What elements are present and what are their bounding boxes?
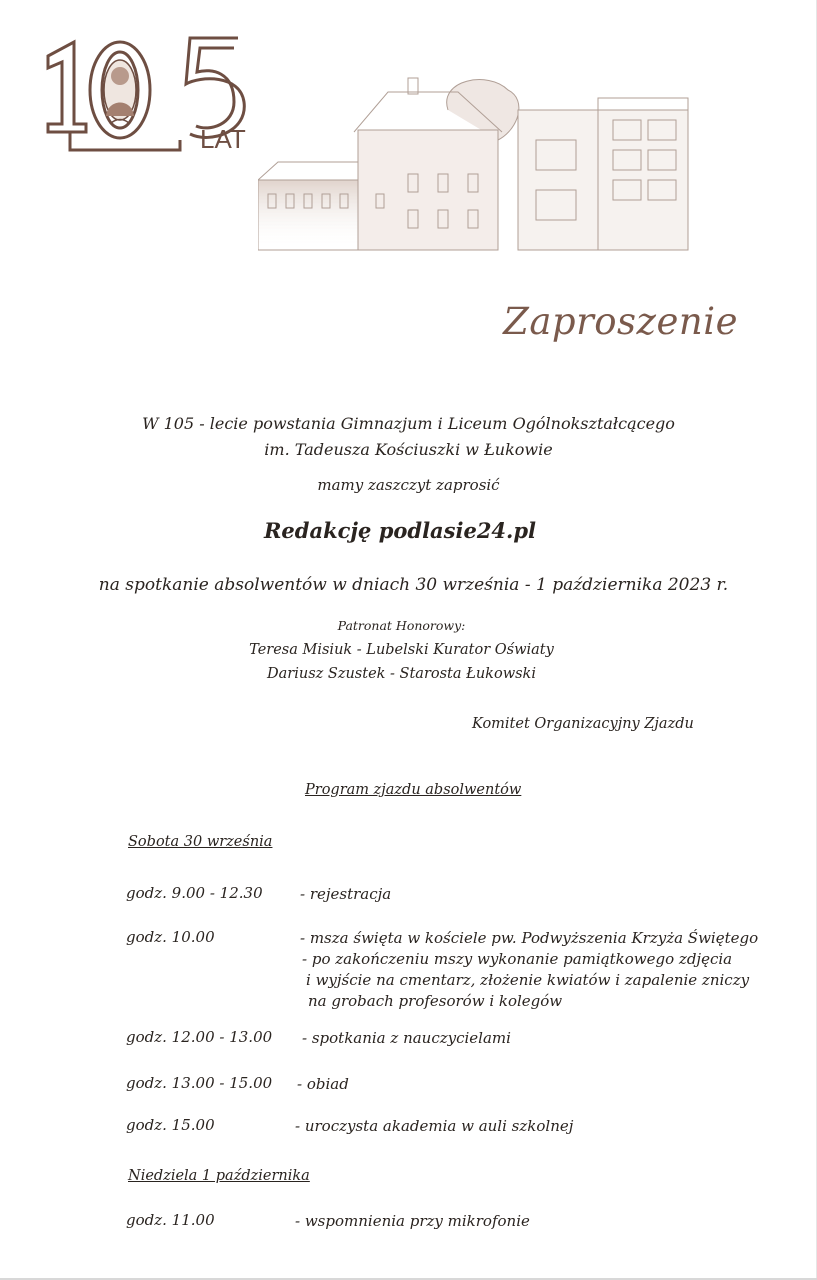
intro-line-2: im. Tadeusza Kościuszki w Łukowie: [264, 440, 553, 459]
portrait-icon: [104, 60, 136, 124]
anniversary-logo: [40, 28, 260, 158]
schedule-time: godz. 13.00 - 15.00: [126, 1074, 273, 1092]
schedule-time: godz. 15.00: [126, 1116, 215, 1134]
logo-lat: LAT: [200, 124, 246, 154]
schedule-desc: - obiad: [297, 1075, 349, 1093]
event-dates: na spotkanie absolwentów w dniach 30 września - 1 października 2023 r.: [98, 575, 729, 595]
schedule-desc: i wyjście na cmentarz, złożenie kwiatów i zapalenie zniczy: [306, 971, 750, 989]
schedule-desc: - po zakończeniu mszy wykonanie pamiątkowego zdjęcia: [302, 950, 733, 968]
schedule-time: godz. 10.00: [126, 928, 215, 946]
schedule-time: godz. 9.00 - 12.30: [126, 884, 263, 902]
schedule-time: godz. 11.00: [126, 1211, 215, 1229]
school-building-illustration: [258, 70, 698, 260]
page-title: Zaproszenie: [503, 300, 738, 343]
schedule-desc: - spotkania z nauczycielami: [302, 1029, 511, 1047]
schedule-desc: - msza święta w kościele pw. Podwyższenia Krzyża Świętego: [300, 929, 759, 947]
patron-name: Dariusz Szustek - Starosta Łukowski: [267, 666, 536, 682]
schedule-desc: - wspomnienia przy mikrofonie: [295, 1212, 530, 1230]
guest-name: Redakcję podlasie24.pl: [263, 518, 537, 543]
schedule-desc: - rejestracja: [300, 885, 392, 903]
patronage-label: Patronat Honorowy:: [337, 618, 466, 633]
schedule-time: godz. 12.00 - 13.00: [126, 1028, 273, 1046]
schedule-desc: - uroczysta akademia w auli szkolnej: [295, 1117, 574, 1135]
day-heading: Niedziela 1 października: [128, 1168, 310, 1184]
day-heading: Sobota 30 września: [128, 834, 273, 850]
intro-line-3: mamy zaszczyt zaprosić: [317, 476, 500, 494]
patron-name: Teresa Misiuk - Lubelski Kurator Oświaty: [249, 642, 554, 658]
program-title: Program zjazdu absolwentów: [305, 782, 522, 798]
schedule-desc: na grobach profesorów i kolegów: [308, 992, 563, 1010]
committee-signature: Komitet Organizacyjny Zjazdu: [472, 716, 694, 732]
intro-line-1: W 105 - lecie powstania Gimnazjum i Liceum Ogólnokształcącego: [142, 414, 675, 433]
